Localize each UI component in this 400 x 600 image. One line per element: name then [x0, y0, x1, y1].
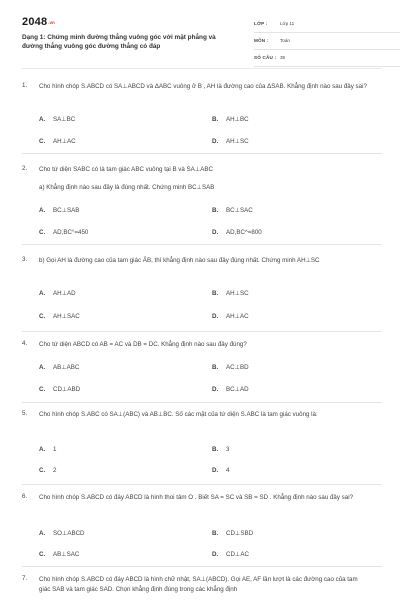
site-logo[interactable]	[22, 16, 55, 28]
option-c[interactable]: C. AD,BC°=450	[39, 229, 89, 236]
question-1	[22, 82, 372, 146]
worksheet-title: Dạng 1: Chứng minh đường thẳng vuông góc với mặt phẳng và đường thẳng vuông góc đường thẳng có đáp	[22, 34, 216, 50]
option-c[interactable]: C. AH⊥AC	[39, 138, 76, 145]
logo-suffix: .vn	[48, 20, 55, 25]
question-divider	[22, 331, 382, 332]
meta-value: 35	[280, 55, 286, 60]
header-divider	[22, 68, 382, 69]
question-text: Cho hình chóp S.ABCD có đáy ABCD là hình thoi tâm O . Biết SA = SC và SB = SD . Khẳng định nào sau đây sai?	[39, 494, 354, 501]
option-b[interactable]: B. AH⊥BC	[212, 116, 249, 123]
question-number: 2.	[22, 165, 28, 172]
meta-row-count	[254, 52, 400, 67]
question-number: 7.	[22, 575, 28, 582]
option-a[interactable]: A. BC⊥SAB	[39, 207, 80, 214]
question-number: 5.	[22, 410, 28, 417]
question-number: 6.	[22, 493, 28, 500]
meta-row-subject	[254, 35, 400, 50]
option-b[interactable]: B. CD⊥SBD	[212, 530, 254, 537]
question-divider	[22, 244, 382, 245]
option-d[interactable]: D. AH⊥AC	[212, 313, 249, 320]
question-text: Cho hình chóp S.ABCD có đáy ABCD là hình chữ nhật, SA⊥(ABCD). Gọi AE, AF lần lượt là các đường cao của tam giác SAB và tam giác SAD. Chọn khẳng định đúng trong các khẳng định	[39, 576, 358, 593]
question-7	[22, 575, 372, 600]
question-divider	[22, 566, 382, 567]
meta-key: MÔN :	[254, 38, 269, 43]
question-divider	[22, 153, 382, 154]
meta-value: Lớp 11	[280, 21, 295, 26]
meta-key: LỚP :	[254, 21, 268, 26]
option-a[interactable]: A. SO⊥ABCD	[39, 530, 85, 537]
meta-panel	[254, 18, 400, 69]
option-d[interactable]: D. BC⊥AD	[212, 386, 249, 393]
option-a[interactable]: A. SA⊥BC	[39, 116, 76, 123]
meta-value: Toán	[280, 38, 290, 43]
question-text: b) Gọi AH là đường cao của tam giác ẢB, thì khẳng định nào sau đây đúng nhất. Chứng minh AH⊥SC	[39, 257, 320, 264]
question-4	[22, 340, 372, 396]
option-c[interactable]: C. AB⊥SAC	[39, 551, 80, 558]
option-d[interactable]: D. CD⊥AC	[212, 551, 249, 558]
meta-row-class	[254, 18, 400, 33]
option-c[interactable]: C. AH⊥SAC	[39, 313, 80, 320]
logo-main: 2048	[22, 16, 48, 28]
option-b[interactable]: B. AC⊥BD	[212, 364, 249, 371]
question-subtext: a) Khẳng định nào sau đây là đúng nhất. Chứng minh BC⊥SAB	[39, 184, 215, 191]
question-3	[22, 256, 372, 324]
question-number: 1.	[22, 82, 28, 89]
question-number: 3.	[22, 256, 28, 263]
option-a[interactable]: A. 1	[39, 446, 57, 453]
option-d[interactable]: D. AD,BC^=800	[212, 229, 262, 236]
question-text: Cho tứ diện SABC có là tam giác ABC vuông tại B và SA⊥ABC	[39, 166, 213, 173]
option-b[interactable]: B. AH⊥SC	[212, 290, 249, 297]
option-a[interactable]: A. AH⊥AD	[39, 290, 76, 297]
option-c[interactable]: C. 2	[39, 467, 57, 474]
option-d[interactable]: D. 4	[212, 467, 230, 474]
option-a[interactable]: A. AB⊥ABC	[39, 364, 80, 371]
question-text: Cho hình chóp S.ABC có SA⊥(ABC) và AB⊥BC. Số các mặt của tứ diện S.ABC là tam giác vuông là:	[39, 411, 318, 418]
option-d[interactable]: D. AH⊥SC	[212, 138, 249, 145]
meta-key: SỐ CÂU :	[254, 55, 277, 60]
question-number: 4.	[22, 340, 28, 347]
option-b[interactable]: B. 3	[212, 446, 230, 453]
question-5	[22, 410, 372, 478]
option-b[interactable]: B. BC⊥SAC	[212, 207, 253, 214]
question-divider	[22, 484, 382, 485]
question-text: Cho tứ diện ABCD có AB = AC và DB = DC. Khẳng định nào sau đây đúng?	[39, 341, 247, 348]
option-c[interactable]: C. CD⊥ABD	[39, 386, 81, 393]
question-divider	[22, 402, 382, 403]
question-text: Cho hình chóp S.ABCD có SA⊥ABCD và ΔABC vuông ở B , AH là đường cao của ΔSAB. Khẳng định nào sau đây sai?	[39, 83, 367, 90]
question-2	[22, 165, 372, 235]
question-6	[22, 493, 372, 561]
worksheet-header	[22, 14, 382, 64]
